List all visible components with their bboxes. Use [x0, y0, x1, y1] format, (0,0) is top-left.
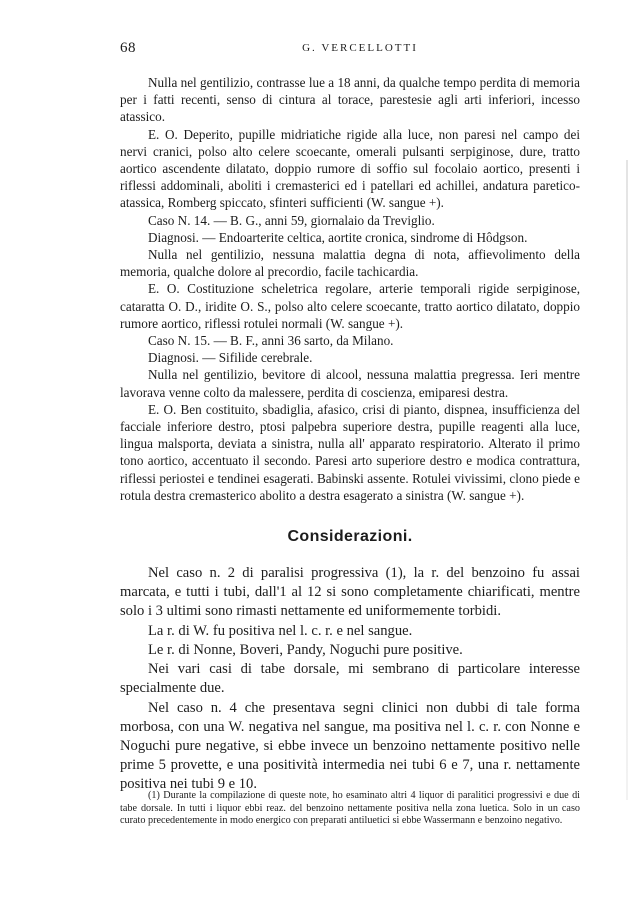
paragraph: Nel caso n. 2 di paralisi progressiva (1), la r. del benzoino fu assai marcata, e tutti i tubi, dall'1 al 12 si sono completamente chiarificati, mentre solo i 3 ultimi sono rimasti nettamente ed uniformemente torbidi.	[120, 565, 580, 620]
footnote	[120, 790, 580, 828]
paragraph: Le r. di Nonne, Boveri, Pandy, Noguchi pure positive.	[148, 641, 463, 658]
section-heading: Considerazioni.	[287, 528, 413, 546]
paragraph: Nulla nel gentilizio, bevitore di alcool, nessuna malattia pregressa. Ieri mentre lavorava venne colto da malessere, perdita di coscienza, emiparesi destra.	[120, 367, 580, 400]
page-body	[120, 74, 580, 795]
diagnosis: Diagnosi. — Endoarterite celtica, aortite cronica, sindrome di Hôdgson.	[148, 229, 528, 245]
paragraph: E. O. Deperito, pupille midriatiche rigide alla luce, non paresi nel campo dei nervi cranici, polso alto celere scoecante, omerali pulsanti serpiginose, dure, tratto aortico ascendente dilatato, doppio rumore di soffio sul focolaio aortico, presenti i riflessi addominali, aboliti i cremasterici ed i patellari ed achillei, andatura paretico-atassica, Romberg spiccato, sfinteri sufficienti (W. sangue +).	[120, 126, 580, 211]
running-title: G. VERCELLOTTI	[302, 42, 418, 54]
diagnosis: Diagnosi. — Sifilide cerebrale.	[148, 350, 313, 366]
footnote-text: (1) Durante la compilazione di queste note, ho esaminato altri 4 liquor di paralitici progressivi e due di tabe dorsale. In tutti i liquor ebbi reaz. del benzoino nettamente positiva nella zona luetica. Solo in un caso curato precedentemente in modo energico con preparati antiluetici si ebbe Wassermann e benzoino negativo.	[120, 790, 580, 827]
paragraph: E. O. Ben costituito, sbadiglia, afasico, crisi di pianto, dispnea, insufficienza del facciale inferiore destro, ptosi palpebra superiore destra, pupille reagenti alla luce, lingua malsporta, deviata a sinistra, nulla all' apparato respiratorio. Alterato il primo tono aortico, accentuato il secondo. Paresi arto superiore destro e modica contrattura, riflessi periostei e tendinei esagerati. Babinski assente. Rotulei vivissimi, clono piede e rotula destra cremasterico abolito a destra esagerato a sinistra (W. sangue +).	[120, 401, 580, 503]
paragraph: Nulla nel gentilizio, nessuna malattia degna di nota, affievolimento della memoria, qualche dolore al precordio, facile tachicardia.	[120, 247, 580, 280]
case-title: Caso N. 15. — B. F., anni 36 sarto, da Milano.	[148, 333, 394, 349]
page-number: 68	[120, 40, 136, 56]
paragraph: Nel caso n. 4 che presentava segni clinici non dubbi di tale forma morbosa, con una W. negativa nel sangue, ma positiva nel l. c. r. con Nonne e Noguchi pure negative, si ebbe invece un benzoino nettamente positivo nelle prime 5 provette, e una positività intermedia nei tubi 6 e 7, una r. nettamente positiva nei tubi 9 e 10.	[120, 699, 580, 793]
paragraph: Nei vari casi di tabe dorsale, mi sembrano di particolare interesse specialmente due.	[120, 661, 580, 697]
paragraph: E. O. Costituzione scheletrica regolare, arterie temporali rigide serpiginose, cataratta O. D., iridite O. S., polso alto celere scoecante, tratto aortico dilatato, doppio rumore aortico, riflessi rotulei normali (W. sangue +).	[120, 281, 580, 331]
case-title: Caso N. 14. — B. G., anni 59, giornalaio da Treviglio.	[148, 212, 435, 228]
page-header	[120, 40, 600, 62]
paragraph: La r. di W. fu positiva nel l. c. r. e nel sangue.	[148, 622, 413, 639]
page-edge-shadow	[626, 160, 628, 800]
paragraph: Nulla nel gentilizio, contrasse lue a 18 anni, da qualche tempo perdita di memoria per i fatti recenti, senso di cintura al torace, parestesie agli arti inferiori, incesso atassico.	[120, 75, 580, 125]
